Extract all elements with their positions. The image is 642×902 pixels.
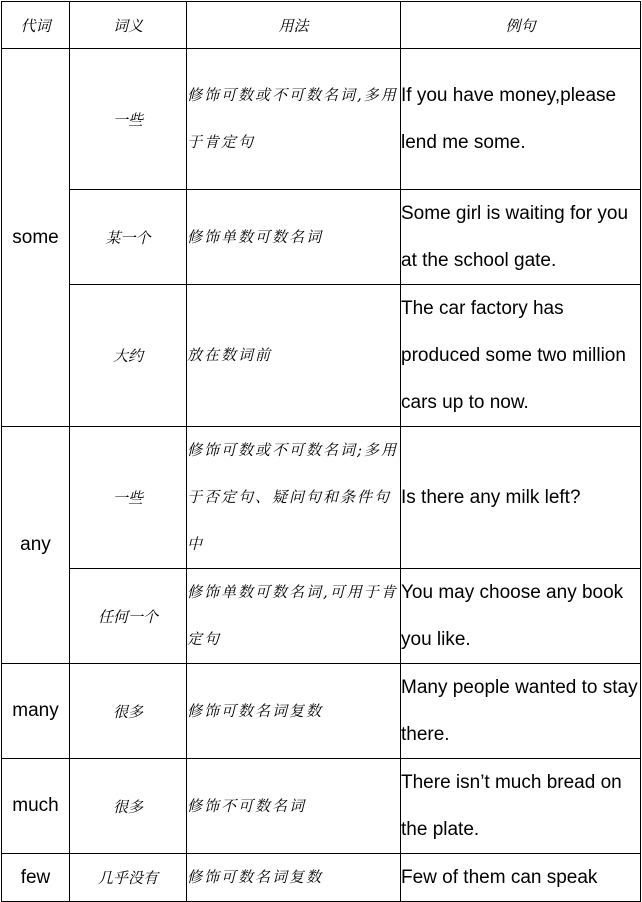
meaning-cell: 很多 bbox=[70, 759, 187, 854]
meaning-cell: 某一个 bbox=[70, 190, 187, 285]
pronoun-cell: any bbox=[2, 427, 70, 664]
meaning-cell: 一些 bbox=[70, 427, 187, 569]
meaning-cell: 很多 bbox=[70, 664, 187, 759]
usage-cell: 修饰单数可数名词 bbox=[187, 190, 401, 285]
example-cell: Some girl is waiting for you at the school gate. bbox=[401, 190, 641, 285]
usage-cell: 修饰可数名词复数 bbox=[187, 664, 401, 759]
pronoun-cell: much bbox=[2, 759, 70, 854]
example-cell: If you have money,please lend me some. bbox=[401, 49, 641, 190]
pronoun-cell: few bbox=[2, 854, 70, 902]
pronoun-cell: many bbox=[2, 664, 70, 759]
meaning-cell: 几乎没有 bbox=[70, 854, 187, 902]
example-cell: Few of them can speak bbox=[401, 854, 641, 902]
usage-cell: 修饰单数可数名词,可用于肯定句 bbox=[187, 569, 401, 664]
table-row bbox=[2, 854, 641, 902]
header-meaning: 词义 bbox=[70, 2, 187, 49]
meaning-cell: 大约 bbox=[70, 285, 187, 427]
example-cell: There isn’t much bread on the plate. bbox=[401, 759, 641, 854]
pronoun-usage-table bbox=[1, 1, 641, 902]
example-cell: Is there any milk left? bbox=[401, 427, 641, 569]
example-cell: Many people wanted to stay there. bbox=[401, 664, 641, 759]
table-row bbox=[2, 49, 641, 190]
example-cell: The car factory has produced some two million cars up to now. bbox=[401, 285, 641, 427]
table-row bbox=[2, 427, 641, 569]
pronoun-cell: some bbox=[2, 49, 70, 427]
table-row bbox=[2, 664, 641, 759]
usage-cell: 放在数词前 bbox=[187, 285, 401, 427]
usage-cell: 修饰不可数名词 bbox=[187, 759, 401, 854]
usage-cell: 修饰可数或不可数名词;多用于否定句、疑问句和条件句中 bbox=[187, 427, 401, 569]
usage-cell: 修饰可数或不可数名词,多用于肯定句 bbox=[187, 49, 401, 190]
table-row bbox=[2, 190, 641, 285]
table-row bbox=[2, 569, 641, 664]
usage-cell: 修饰可数名词复数 bbox=[187, 854, 401, 902]
header-pronoun: 代词 bbox=[2, 2, 70, 49]
table-row bbox=[2, 285, 641, 427]
table-row bbox=[2, 759, 641, 854]
meaning-cell: 任何一个 bbox=[70, 569, 187, 664]
meaning-cell: 一些 bbox=[70, 49, 187, 190]
header-usage: 用法 bbox=[187, 2, 401, 49]
header-row bbox=[2, 2, 641, 49]
header-example: 例句 bbox=[401, 2, 641, 49]
example-cell: You may choose any book you like. bbox=[401, 569, 641, 664]
